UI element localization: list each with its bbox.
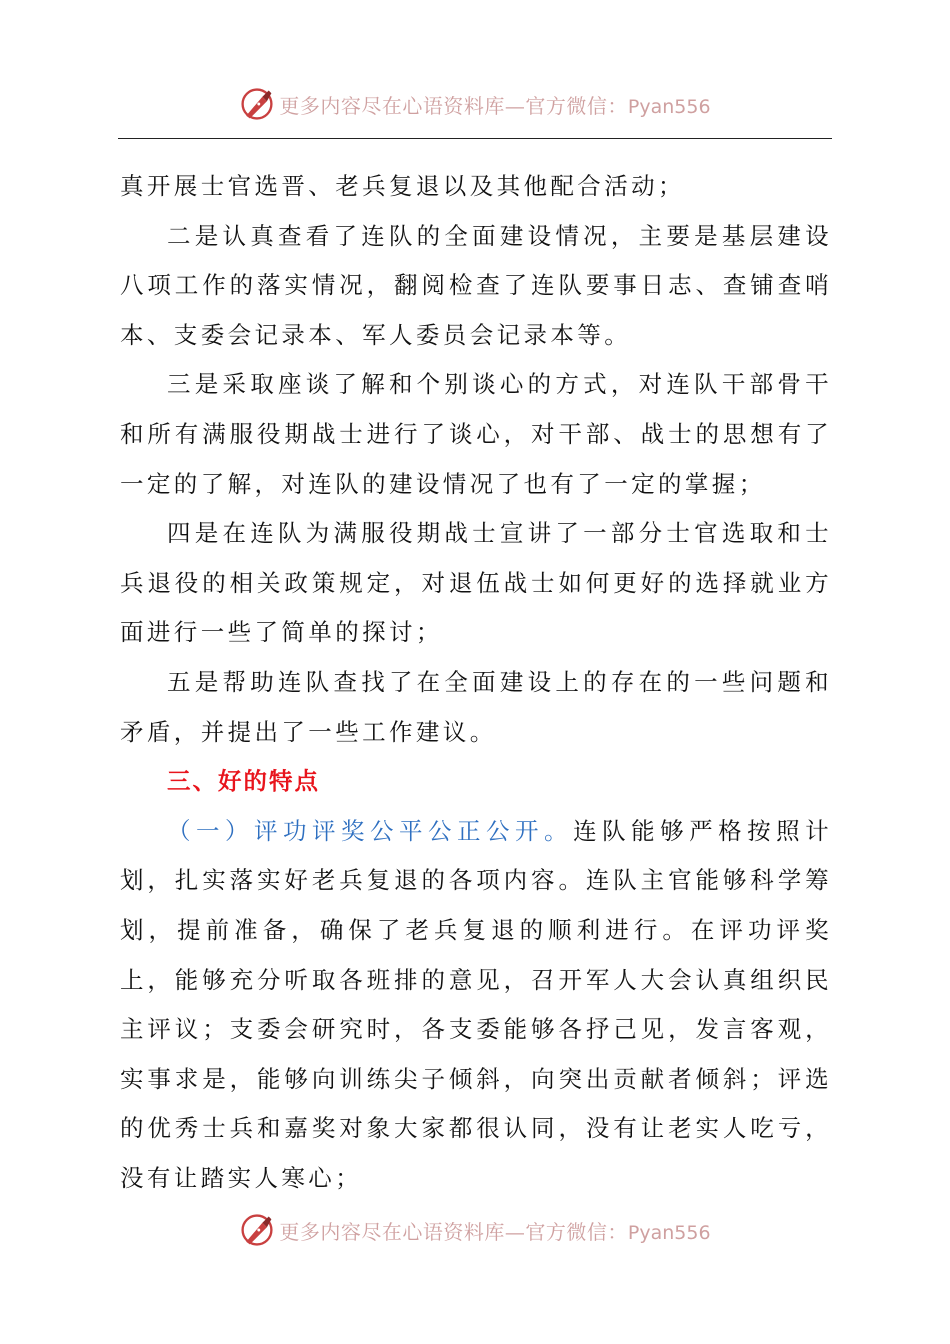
subsection-paragraph	[120, 807, 832, 1204]
banner-wechat-id: Pyan556	[627, 1221, 711, 1244]
header-divider	[118, 138, 832, 139]
subsection-title: （一）评功评奖公平公正公开。	[167, 816, 574, 845]
footer-banner	[0, 1208, 950, 1252]
section-heading: 三、好的特点	[167, 767, 320, 796]
banner-text	[279, 90, 710, 119]
pen-nib-logo-icon	[239, 86, 275, 122]
pen-nib-logo-icon	[239, 1212, 275, 1248]
banner-wechat-id: Pyan556	[627, 95, 711, 118]
paragraph-item-3: 三是采取座谈了解和个别谈心的方式，对连队干部骨干和所有满服役期战士进行了谈心，对干部、战士的思想有了一定的了解，对连队的建设情况了也有了一定的掌握；	[120, 370, 832, 498]
banner-slogan: 更多内容尽在心语资料库—官方微信：	[279, 1219, 628, 1244]
banner-slogan: 更多内容尽在心语资料库—官方微信：	[279, 93, 628, 118]
subsection-body: 连队能够严格按照计划，扎实落实好老兵复退的各项内容。连队主官能够科学筹划，提前准备，确保了老兵复退的顺利进行。在评功评奖上，能够充分听取各班排的意见，召开军人大会认真组织民主评议；支委会研究时，各支委能够各抒己见，发言客观，实事求是，能够向训练尖子倾斜，向突出贡献者倾斜；评选的优秀士兵和嘉奖对象大家都很认同，没有让老实人吃亏，没有让踏实人寒心；	[120, 816, 832, 1192]
paragraph-continued: 真开展士官选晋、老兵复退以及其他配合活动；	[120, 172, 685, 200]
paragraph-item-2: 二是认真查看了连队的全面建设情况，主要是基层建设八项工作的落实情况，翻阅检查了连队要事日志、查铺查哨本、支委会记录本、军人委员会记录本等。	[120, 221, 832, 349]
document-body	[120, 162, 832, 1203]
paragraph-item-4: 四是在连队为满服役期战士宣讲了一部分士官选取和士兵退役的相关政策规定，对退伍战士如何更好的选择就业方面进行一些了简单的探讨；	[120, 519, 832, 647]
paragraph-item-5: 五是帮助连队查找了在全面建设上的存在的一些问题和矛盾，并提出了一些工作建议。	[120, 667, 832, 746]
banner-text	[279, 1216, 710, 1245]
header-banner	[0, 82, 950, 126]
